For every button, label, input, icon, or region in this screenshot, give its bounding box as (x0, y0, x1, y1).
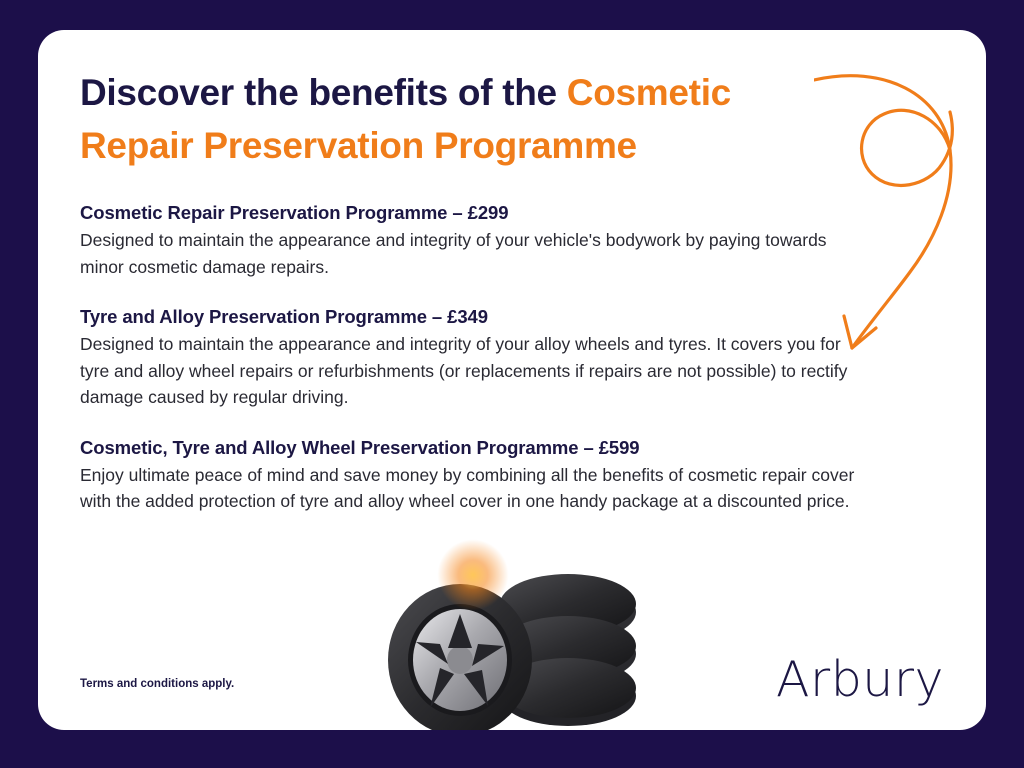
terms-text: Terms and conditions apply. (80, 678, 235, 690)
page-title-lead: Discover the benefits of the (80, 72, 567, 113)
programme-heading: Cosmetic Repair Preservation Programme – £299 (80, 202, 509, 223)
programme-body: Enjoy ultimate peace of mind and save money by combining all the benefits of cosmetic repair cover with the added protection of tyre and alloy wheel cover in one handy package at a discounted price. (80, 464, 855, 511)
programme-body: Designed to maintain the appearance and integrity of your alloy wheels and tyres. It covers you for tyre and alloy wheel repairs or refurbishments (or replacements if repairs are not possible) to rectify damage caused by regular driving. (80, 334, 848, 407)
programme-heading: Tyre and Alloy Preservation Programme – £349 (80, 306, 488, 327)
page-title-accent: Cosmetic Repair Preservation Programme (80, 72, 731, 166)
programme-heading: Cosmetic, Tyre and Alloy Wheel Preservation Programme – £599 (80, 436, 640, 458)
programme-body: Designed to maintain the appearance and integrity of your vehicle's bodywork by paying towards minor cosmetic damage repairs. (80, 230, 827, 277)
page-title (80, 66, 840, 172)
brand-logo: Arbury (776, 651, 944, 708)
stacked-tyres-image (368, 550, 668, 730)
curved-arrow-icon (814, 72, 964, 372)
programme-block (80, 202, 855, 280)
programme-block (80, 437, 855, 515)
programme-block (80, 306, 855, 411)
content-card (38, 30, 986, 730)
